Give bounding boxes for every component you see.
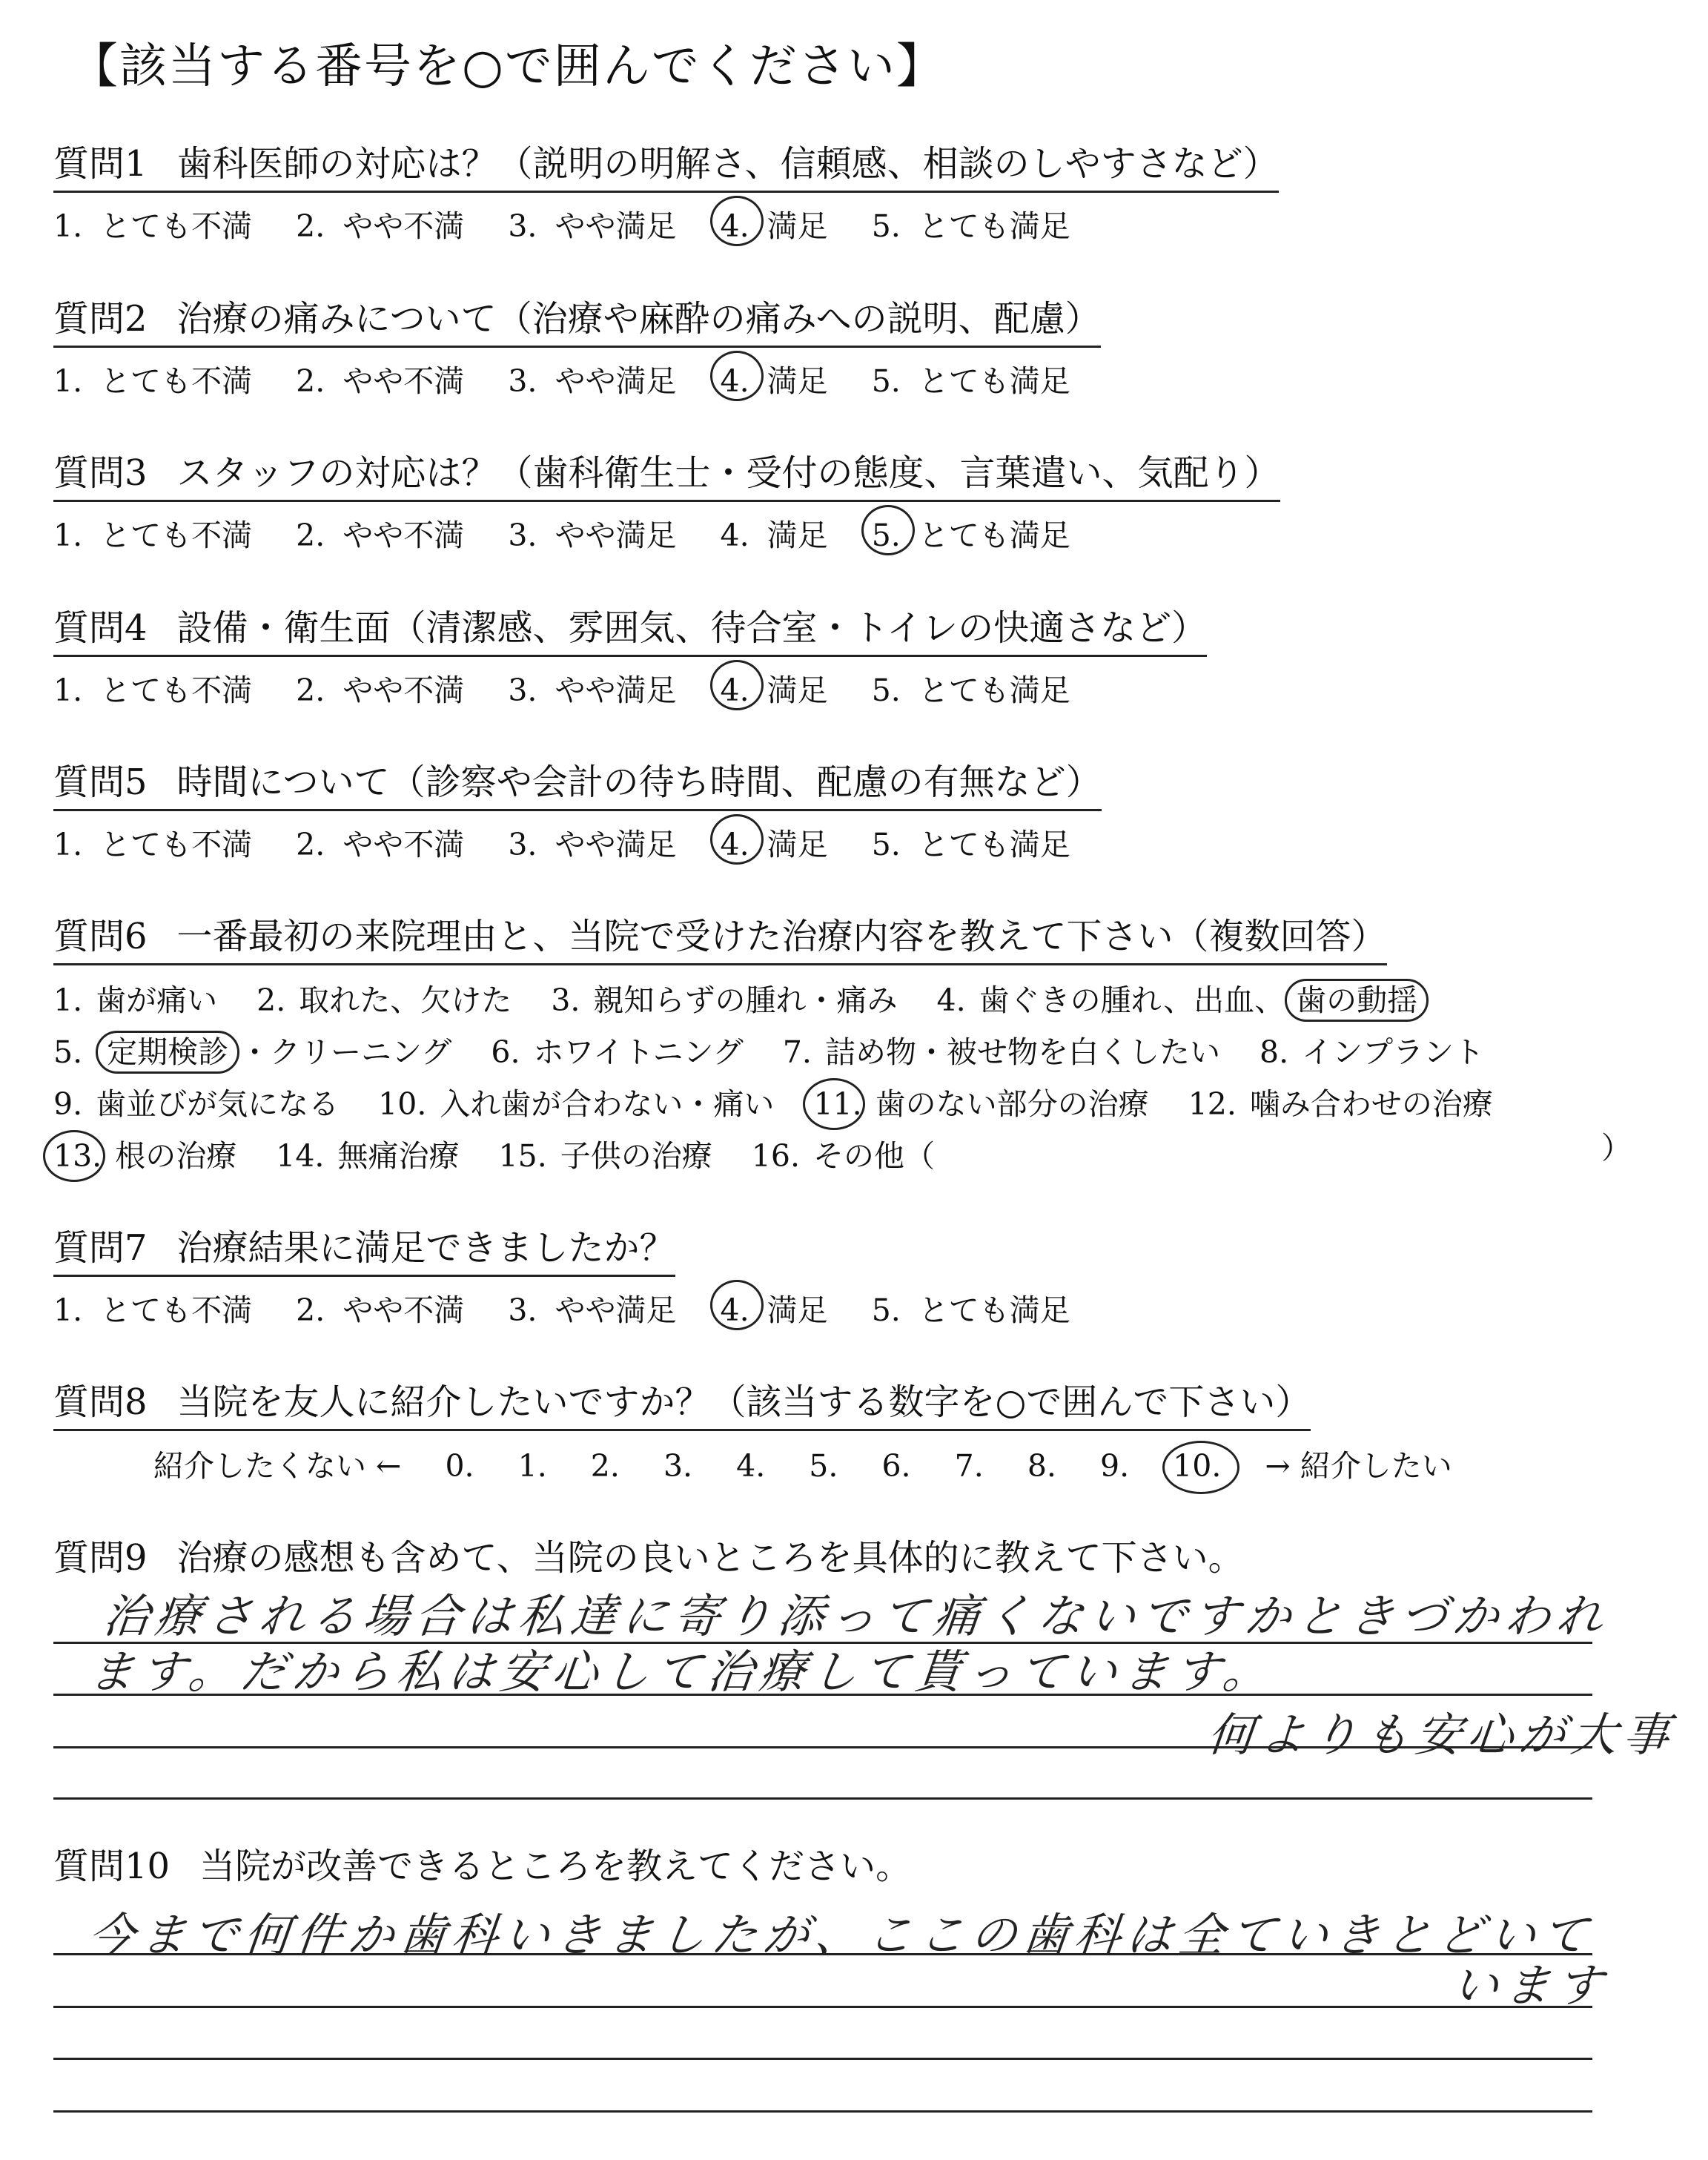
question-6 — [53, 908, 1523, 1182]
reason-option-6[interactable]: 6. ホワイトニング — [491, 1034, 744, 1070]
question-10 — [53, 1837, 911, 1889]
question-text: 治療の痛みについて（治療や麻酔の痛みへの説明、配慮） — [176, 298, 1101, 340]
option-1[interactable]: 1. とても不満 — [53, 363, 253, 399]
option-3[interactable]: 3. やや満足 — [508, 208, 677, 244]
option-3[interactable]: 3. やや満足 — [508, 673, 677, 708]
option-2[interactable]: 2. やや不満 — [296, 827, 465, 862]
question-text: 設備・衛生面（清潔感、雰囲気、待合室・トイレの快適さなど） — [176, 607, 1208, 649]
answer-line — [53, 2058, 1592, 2060]
option-2[interactable]: 2. やや不満 — [296, 518, 465, 553]
option-4-circled[interactable]: 4. 満足 — [720, 827, 828, 862]
reason-option-16[interactable]: 16. その他（ — [751, 1138, 936, 1174]
option-5[interactable]: 5. とても満足 — [871, 1292, 1070, 1328]
question-number: 質問1 — [53, 143, 148, 185]
reason-option-9[interactable]: 9. 歯並びが気になる — [53, 1086, 340, 1122]
question-text: スタッフの対応は？（歯科衛生士・受付の態度、言葉遣い、気配り） — [176, 452, 1280, 494]
satisfaction-options — [53, 202, 1279, 245]
question-number: 質問6 — [53, 916, 148, 957]
handwritten-answer-line: 治療される場合は私達に寄り添って痛くないですかときづかわれ — [100, 1589, 1612, 1643]
handwritten-answer-line: ます。だから私は安心して治療して貰っています。 — [85, 1645, 1278, 1699]
option-1[interactable]: 1. とても不満 — [53, 208, 253, 244]
handwritten-answer-line: 何よりも安心が大事 — [1205, 1708, 1678, 1762]
reason-option-8[interactable]: 8. インプラント — [1260, 1034, 1485, 1070]
reason-row — [53, 1026, 1523, 1078]
reason-row — [53, 1078, 1523, 1130]
option-4-circled[interactable]: 4. 満足 — [720, 1292, 828, 1328]
question-number: 質問5 — [53, 762, 148, 803]
option-3[interactable]: 3. やや満足 — [508, 518, 677, 553]
scale-left-label: 紹介したくない ← — [153, 1448, 402, 1484]
question-2 — [53, 290, 1105, 400]
page-heading: 【該当する番号を○で囲んでください】 — [70, 39, 945, 94]
answer-line — [53, 2006, 1592, 2008]
option-2[interactable]: 2. やや不満 — [296, 1292, 465, 1328]
option-1[interactable]: 1. とても不満 — [53, 673, 253, 708]
reason-option-4[interactable]: 4. 歯ぐきの腫れ、出血、 歯の動揺 — [937, 974, 1429, 1026]
question-text: 歯科医師の対応は？（説明の明解さ、信頼感、相談のしやすさなど） — [176, 143, 1279, 185]
question-3 — [53, 444, 1280, 555]
question-4 — [53, 599, 1207, 710]
reason-option-1[interactable]: 1. 歯が痛い — [53, 982, 218, 1018]
option-4-circled[interactable]: 4. 満足 — [720, 208, 828, 244]
reason-option-5[interactable]: 5. 定期検診 ・クリーニング — [53, 1026, 451, 1078]
question-number: 質問7 — [53, 1227, 148, 1269]
scale-0[interactable]: 0. — [445, 1448, 474, 1484]
handwritten-answer-line: います — [1449, 1958, 1612, 2012]
scale-1[interactable]: 1. — [517, 1448, 547, 1484]
scale-3[interactable]: 3. — [663, 1448, 693, 1484]
scale-6[interactable]: 6. — [881, 1448, 911, 1484]
question-text: 当院が改善できるところを教えてください。 — [199, 1846, 912, 1887]
reason-option-13-circled[interactable]: 13. 根の治療 — [53, 1138, 237, 1174]
scale-4[interactable]: 4. — [736, 1448, 766, 1484]
question-text: 治療結果に満足できましたか？ — [176, 1227, 675, 1269]
option-2[interactable]: 2. やや不満 — [296, 208, 465, 244]
option-1[interactable]: 1. とても不満 — [53, 1292, 253, 1328]
other-close-paren: ） — [1601, 1130, 1632, 1166]
scale-10-circled[interactable]: 10. — [1173, 1448, 1222, 1484]
answer-line — [53, 1797, 1592, 1800]
option-5-circled[interactable]: 5. とても満足 — [871, 518, 1070, 553]
question-7 — [53, 1219, 1105, 1330]
question-8 — [53, 1373, 1486, 1485]
handwritten-answer-line: 今まで何件か歯科いきましたが、ここの歯科は全ていきとどいて — [85, 1908, 1597, 1962]
reason-option-12[interactable]: 12. 噛み合わせの治療 — [1188, 1086, 1493, 1122]
reason-option-14[interactable]: 14. 無痛治療 — [276, 1138, 460, 1174]
question-text: 当院を友人に紹介したいですか？（該当する数字を○で囲んで下さい） — [176, 1381, 1311, 1423]
scale-9[interactable]: 9. — [1099, 1448, 1130, 1484]
option-3[interactable]: 3. やや満足 — [508, 1292, 677, 1328]
satisfaction-options — [53, 1286, 1105, 1330]
scale-5[interactable]: 5. — [809, 1448, 838, 1484]
option-4-circled[interactable]: 4. 満足 — [720, 673, 828, 708]
satisfaction-options — [53, 820, 1105, 864]
question-text: 治療の感想も含めて、当院の良いところを具体的に教えて下さい。 — [176, 1537, 1244, 1579]
answer-line — [53, 2110, 1592, 2113]
satisfaction-options — [53, 511, 1280, 555]
question-1 — [53, 135, 1279, 245]
question-number: 質問10 — [53, 1846, 171, 1887]
question-number: 質問8 — [53, 1381, 148, 1423]
recommend-scale — [153, 1441, 1486, 1485]
satisfaction-options — [53, 666, 1207, 710]
option-2[interactable]: 2. やや不満 — [296, 363, 465, 399]
scale-right-label: → 紹介したい — [1265, 1448, 1452, 1484]
circled-tooth-mobility: 歯の動揺 — [1285, 979, 1429, 1022]
option-1[interactable]: 1. とても不満 — [53, 518, 253, 553]
reason-option-15[interactable]: 15. 子供の治療 — [498, 1138, 712, 1174]
reason-option-11-circled[interactable]: 11. 歯のない部分の治療 — [813, 1086, 1149, 1122]
scale-7[interactable]: 7. — [954, 1448, 984, 1484]
scale-8[interactable]: 8. — [1027, 1448, 1056, 1484]
option-3[interactable]: 3. やや満足 — [508, 827, 677, 862]
question-number: 質問2 — [53, 298, 148, 340]
question-number: 質問3 — [53, 452, 148, 494]
satisfaction-options — [53, 357, 1105, 400]
question-number: 質問4 — [53, 607, 148, 649]
reason-row — [53, 974, 1523, 1026]
scale-2[interactable]: 2. — [590, 1448, 620, 1484]
question-5 — [53, 753, 1105, 864]
reason-options — [53, 974, 1523, 1182]
option-5[interactable]: 5. とても満足 — [871, 208, 1070, 244]
reason-option-3[interactable]: 3. 親知らずの腫れ・痛み — [551, 982, 898, 1018]
option-5[interactable]: 5. とても満足 — [871, 827, 1070, 862]
option-5[interactable]: 5. とても満足 — [871, 363, 1070, 399]
option-4-circled[interactable]: 4. 満足 — [720, 363, 828, 399]
circled-regular-checkup: 定期検診 — [96, 1031, 239, 1074]
reason-option-2[interactable]: 2. 取れた、欠けた — [256, 982, 512, 1018]
reason-option-7[interactable]: 7. 詰め物・被せ物を白くしたい — [782, 1034, 1220, 1070]
question-9 — [53, 1529, 1244, 1580]
question-text: 時間について（診察や会計の待ち時間、配慮の有無など） — [176, 762, 1102, 803]
option-4[interactable]: 4. 満足 — [720, 518, 828, 553]
option-5[interactable]: 5. とても満足 — [871, 673, 1070, 708]
reason-row — [53, 1130, 1523, 1182]
option-3[interactable]: 3. やや満足 — [508, 363, 677, 399]
question-text: 一番最初の来院理由と、当院で受けた治療内容を教えて下さい（複数回答） — [176, 916, 1387, 957]
option-2[interactable]: 2. やや不満 — [296, 673, 465, 708]
option-1[interactable]: 1. とても不満 — [53, 827, 253, 862]
reason-option-10[interactable]: 10. 入れ歯が合わない・痛い — [378, 1086, 775, 1122]
question-number: 質問9 — [53, 1537, 148, 1579]
